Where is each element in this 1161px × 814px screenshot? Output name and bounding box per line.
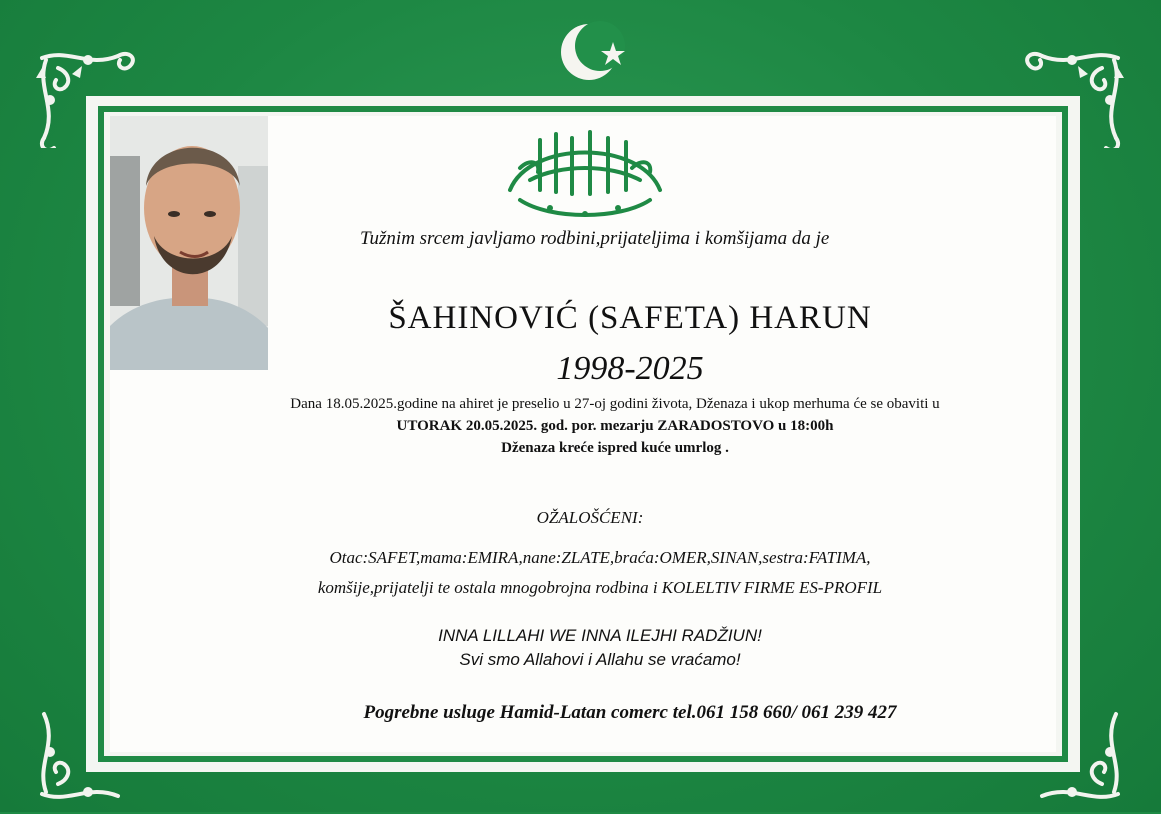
funeral-date-line: UTORAK 20.05.2025. god. por. mezarju ZARADOSTOVO u 18:00h <box>396 418 834 434</box>
crescent-star-icon <box>555 12 635 92</box>
prayer-translation: Svi smo Allahovi i Allahu se vraćamo! <box>459 650 741 669</box>
mourners-line: komšije,prijatelji te ostala mnogobrojna rodbina i KOLELTIV FIRME ES-PROFIL <box>317 578 883 597</box>
deceased-photo <box>110 116 268 370</box>
life-years: 1998-2025 <box>556 350 704 387</box>
intro-text: Tužnim srcem javljamo rodbini,prijateljima i komšijama da je <box>360 228 830 249</box>
prayer-line: INNA LILLAHI WE INNA ILEJHI RADŽIUN! <box>438 626 762 645</box>
funeral-departure-line: Dženaza kreće ispred kuće umrlog . <box>501 440 729 456</box>
calligraphy-emblem <box>500 120 670 228</box>
funeral-services-contact: Pogrebne usluge Hamid-Latan comerc tel.061 158 660/ 061 239 427 <box>363 702 897 723</box>
mourners-title: OŽALOŠĆENI: <box>536 508 644 527</box>
deceased-name: ŠAHINOVIĆ (SAFETA) HARUN <box>388 300 872 336</box>
funeral-details-line: Dana 18.05.2025.godine na ahiret je preselio u 27-oj godini života, Dženaza i ukop merhuma će se obaviti u <box>290 396 940 412</box>
mourners-line: Otac:SAFET,mama:EMIRA,nane:ZLATE,braća:OMER,SINAN,sestra:FATIMA, <box>329 548 871 567</box>
